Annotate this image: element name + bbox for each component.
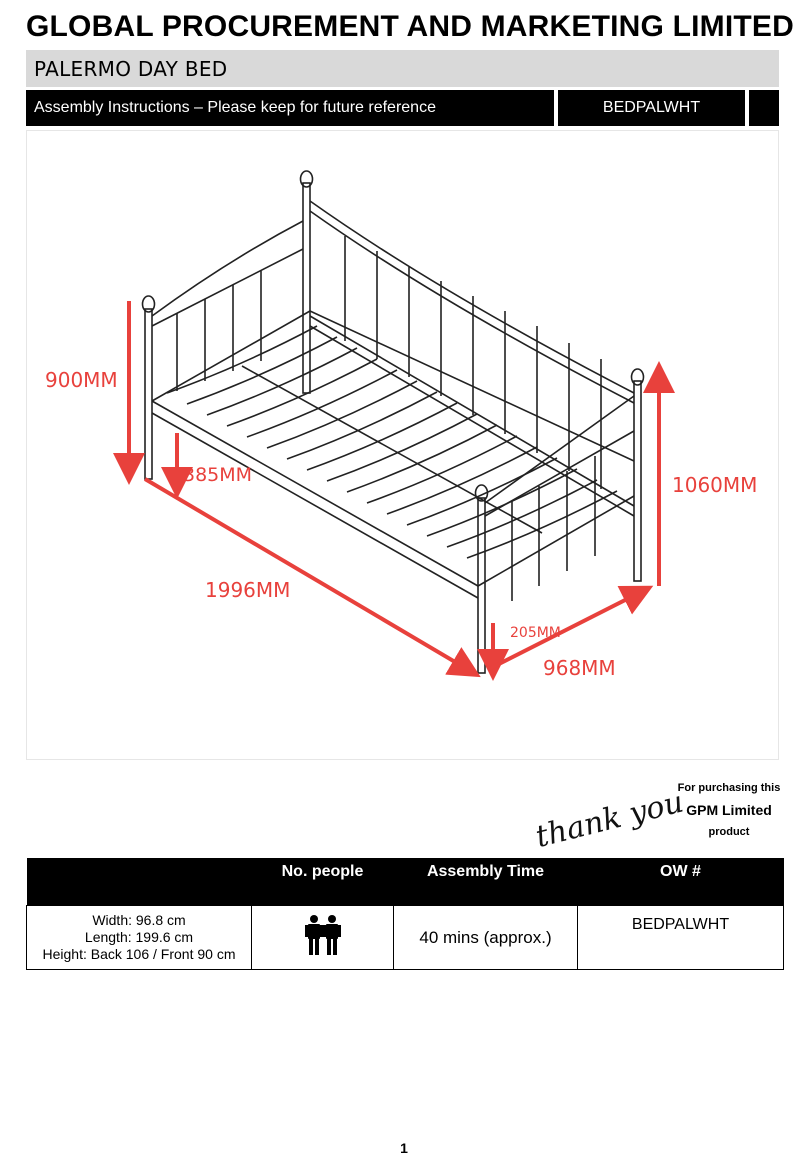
length-value: Length: 199.6 cm [84, 929, 194, 945]
table-row [27, 906, 784, 970]
dim-968: 968MM [543, 656, 616, 680]
thank-you-signature [528, 780, 687, 855]
assembly-time-cell: 40 mins (approx.) [394, 906, 578, 970]
people-cell [252, 906, 394, 970]
width-value: Width: 96.8 cm [92, 912, 186, 928]
table-header-ow: OW # [578, 858, 784, 906]
purchase-line-2: GPM Limited [686, 802, 772, 818]
svg-text:thank you: thank you [532, 784, 687, 855]
header-end-block [749, 90, 779, 126]
table-header-people: No. people [252, 858, 394, 906]
purchase-line-1: For purchasing this [677, 782, 781, 794]
dim-385: 385MM [183, 464, 253, 486]
company-title: GLOBAL PROCUREMENT AND MARKETING LIMITED [26, 10, 794, 43]
height-value: Height: Back 106 / Front 90 cm [42, 946, 236, 962]
product-name-bar [26, 50, 779, 87]
instructions-bar [26, 90, 554, 126]
ow-number-cell: BEDPALWHT [578, 906, 784, 970]
purchase-line-3: product [708, 826, 750, 838]
dim-205: 205MM [510, 625, 561, 641]
dim-1996: 1996MM [205, 578, 291, 602]
product-info-table [26, 858, 784, 970]
bed-diagram [26, 130, 779, 760]
page-number: 1 [400, 1140, 408, 1156]
bed-illustration [27, 131, 780, 761]
table-header-blank [27, 858, 252, 906]
code-bar [558, 90, 745, 126]
instructions-text: Assembly Instructions – Please keep for future reference [34, 99, 436, 116]
dim-1060: 1060MM [672, 473, 758, 497]
dimensions-cell [27, 906, 252, 970]
table-header-row [27, 858, 784, 906]
two-people-icon [303, 914, 343, 958]
table-header-time: Assembly Time [394, 858, 578, 906]
dim-900: 900MM [45, 368, 118, 392]
product-code: BEDPALWHT [602, 99, 701, 116]
product-name: PALERMO DAY BED [34, 57, 228, 81]
